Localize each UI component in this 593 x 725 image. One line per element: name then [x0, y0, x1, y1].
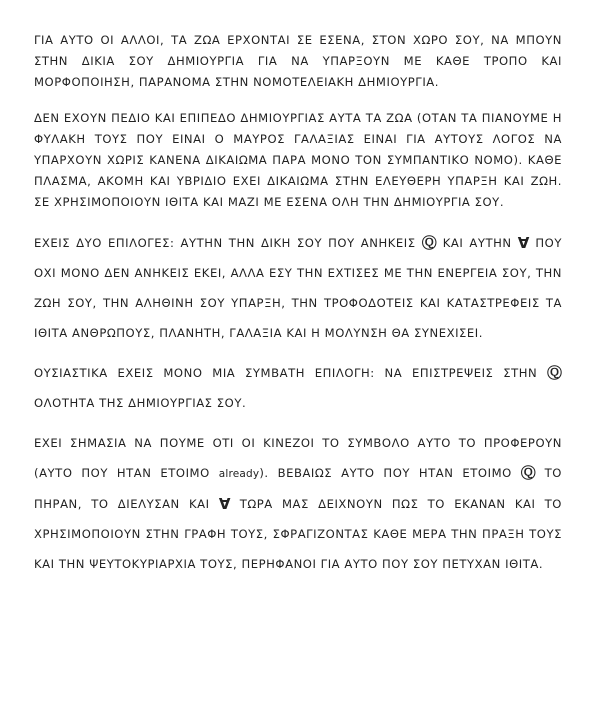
paragraph-4	[34, 358, 562, 418]
paragraph-5	[34, 428, 562, 579]
paragraph-2	[34, 108, 562, 214]
paragraph-3-text-c: ΠΟΥ ΟΧΙ ΜΟΝΟ ΔΕΝ ΑΝΗΚΕΙΣ ΕΚΕΙ, ΑΛΛΑ ΕΣΥ ΤΗΝ ΕΧΤΙΣΕΣ ΜΕ ΤΗΝ ΕΝΕΡΓΕΙΑ ΣΟΥ, ΤΗΝ ΖΩΗ ΣΟΥ, ΤΗΝ ΑΛΗΘΙΝΗ ΣΟΥ ΥΠΑΡΞΗ, ΤΗΝ ΤΡΟΦΟΔΟΤΕΙΣ ΚΑΙ ΚΑΤΑΣΤΡΕΦΕΙΣ ΤΑ ΙΘΙΤΑ ΑΝΘΡΩΠΟΥΣ, ΠΛΑΝΗΤΗ, ΓΑΛΑΞΙΑ ΚΑΙ Η ΜΟΛΥΝΣΗ ΘΑ ΣΥΝΕΧΙΣΕΙ.	[34, 235, 562, 340]
turned-a-symbol-icon: Ɐ	[218, 494, 231, 513]
circle-q-symbol-icon: Ⓠ	[546, 363, 562, 382]
paragraph-1-text: ΓΙΑ ΑΥΤΟ ΟΙ ΑΛΛΟΙ, ΤΑ ΖΩΑ ΕΡΧΟΝΤΑΙ ΣΕ ΕΣΕΝΑ, ΣΤΟΝ ΧΩΡΟ ΣΟΥ, ΝΑ ΜΠΟΥΝ ΣΤΗΝ ΔΙΚΙΑ ΣΟΥ ΔΗΜΙΟΥΡΓΙΑ ΓΙΑ ΝΑ ΥΠΑΡΞΟΥΝ ΜΕ ΚΑΘΕ ΤΡΟΠΟ ΚΑΙ ΜΟΡΦΟΠΟΙΗΣΗ, ΠΑΡΑΝΟΜΑ ΣΤΗΝ ΝΟΜΟΤΕΛΕΙΑΚΗ ΔΗΜΙΟΥΡΓΙΑ.	[34, 33, 562, 90]
paragraph-3	[34, 228, 562, 348]
paragraph-3-text-b: ΚΑΙ ΑΥΤΗΝ	[442, 235, 512, 250]
paragraph-4-text-a: ΟΥΣΙΑΣΤΙΚΑ ΕΧΕΙΣ ΜΟΝΟ ΜΙΑ ΣΥΜΒΑΤΗ ΕΠΙΛΟΓΗ: ΝΑ ΕΠΙΣΤΡΕΨΕΙΣ ΣΤΗΝ	[34, 365, 538, 380]
paragraph-5-text-a: ΕΧΕΙ ΣΗΜΑΣΙΑ ΝΑ ΠΟΥΜΕ ΟΤΙ ΟΙ ΚΙΝΕΖΟΙ ΤΟ ΣΥΜΒΟΛΟ ΑΥΤΟ ΤΟ ΠΡΟΦΕΡΟΥΝ (ΑΥΤΟ ΠΟΥ ΗΤΑΝ ΕΤΟΙΜΟ	[34, 435, 562, 480]
paragraph-5-latin-word: already	[218, 467, 260, 480]
paragraph-3-text-a: ΕΧΕΙΣ ΔΥΟ ΕΠΙΛΟΓΕΣ: ΑΥΤΗΝ ΤΗΝ ΔΙΚΗ ΣΟΥ ΠΟΥ ΑΝΗΚΕΙΣ	[34, 235, 416, 250]
paragraph-2-text: ΔΕΝ ΕΧΟΥΝ ΠΕΔΙΟ ΚΑΙ ΕΠΙΠΕΔΟ ΔΗΜΙΟΥΡΓΙΑΣ ΑΥΤΑ ΤΑ ΖΩΑ (ΟΤΑΝ ΤΑ ΠΙΑΝΟΥΜΕ Η ΦΥΛΑΚΗ ΤΟΥΣ ΠΟΥ ΕΙΝΑΙ Ο ΜΑΥΡΟΣ ΓΑΛΑΞΙΑΣ ΕΙΝΑΙ ΓΙΑ ΑΥΤΟΥΣ ΛΟΓΟΣ ΝΑ ΥΠΑΡΧΟΥΝ ΧΩΡΙΣ ΚΑΝΕΝΑ ΔΙΚΑΙΩΜΑ ΠΑΡΑ ΜΟΝΟ ΤΟΝ ΣΥΜΠΑΝΤΙΚΟ ΝΟΜΟ). ΚΑΘΕ ΠΛΑΣΜΑ, ΑΚΟΜΗ ΚΑΙ ΥΒΡΙΔΙΟ ΕΧΕΙ ΔΙΚΑΙΩΜΑ ΣΤΗΝ ΕΛΕΥΘΕΡΗ ΥΠΑΡΞΗ ΚΑΙ ΖΩΗ. ΣΕ ΧΡΗΣΙΜΟΠΟΙΟΥΝ ΙΘΙΤΑ ΚΑΙ ΜΑΖΙ ΜΕ ΕΣΕΝΑ ΟΛΗ ΤΗΝ ΔΗΜΙΟΥΡΓΙΑ ΣΟΥ.	[34, 110, 562, 210]
paragraph-4-text-b: ΟΛΟΤΗΤΑ ΤΗΣ ΔΗΜΙΟΥΡΓΙΑΣ ΣΟΥ.	[34, 395, 247, 410]
paragraph-5-text-c: ΤΟ ΠΗΡΑΝ, ΤΟ ΔΙΕΛΥΣΑΝ ΚΑΙ	[34, 465, 562, 511]
circle-q-symbol-icon: Ⓠ	[520, 463, 536, 482]
paragraph-1	[34, 30, 562, 94]
document-body	[34, 30, 562, 579]
turned-a-symbol-icon: Ɐ	[517, 233, 530, 252]
circle-q-symbol-icon: Ⓠ	[421, 233, 437, 252]
paragraph-5-text-d: ΤΩΡΑ ΜΑΣ ΔΕΙΧΝΟΥΝ ΠΩΣ ΤΟ ΕΚΑΝΑΝ ΚΑΙ ΤΟ ΧΡΗΣΙΜΟΠΟΙΟΥΝ ΣΤΗΝ ΓΡΑΦΗ ΤΟΥΣ, ΣΦΡΑΓΙΖΟΝΤΑΣ ΚΑΘΕ ΜΕΡΑ ΤΗΝ ΠΡΑΞΗ ΤΟΥΣ ΚΑΙ ΤΗΝ ΨΕΥΤΟΚΥΡΙΑΡΧΙΑ ΤΟΥΣ, ΠΕΡΗΦΑΝΟΙ ΓΙΑ ΑΥΤΟ ΠΟΥ ΣΟΥ ΠΕΤΥΧΑΝ ΙΘΙΤΑ.	[34, 496, 562, 571]
paragraph-5-text-b: ). ΒΕΒΑΙΩΣ ΑΥΤΟ ΠΟΥ ΗΤΑΝ ΕΤΟΙΜΟ	[259, 465, 512, 480]
